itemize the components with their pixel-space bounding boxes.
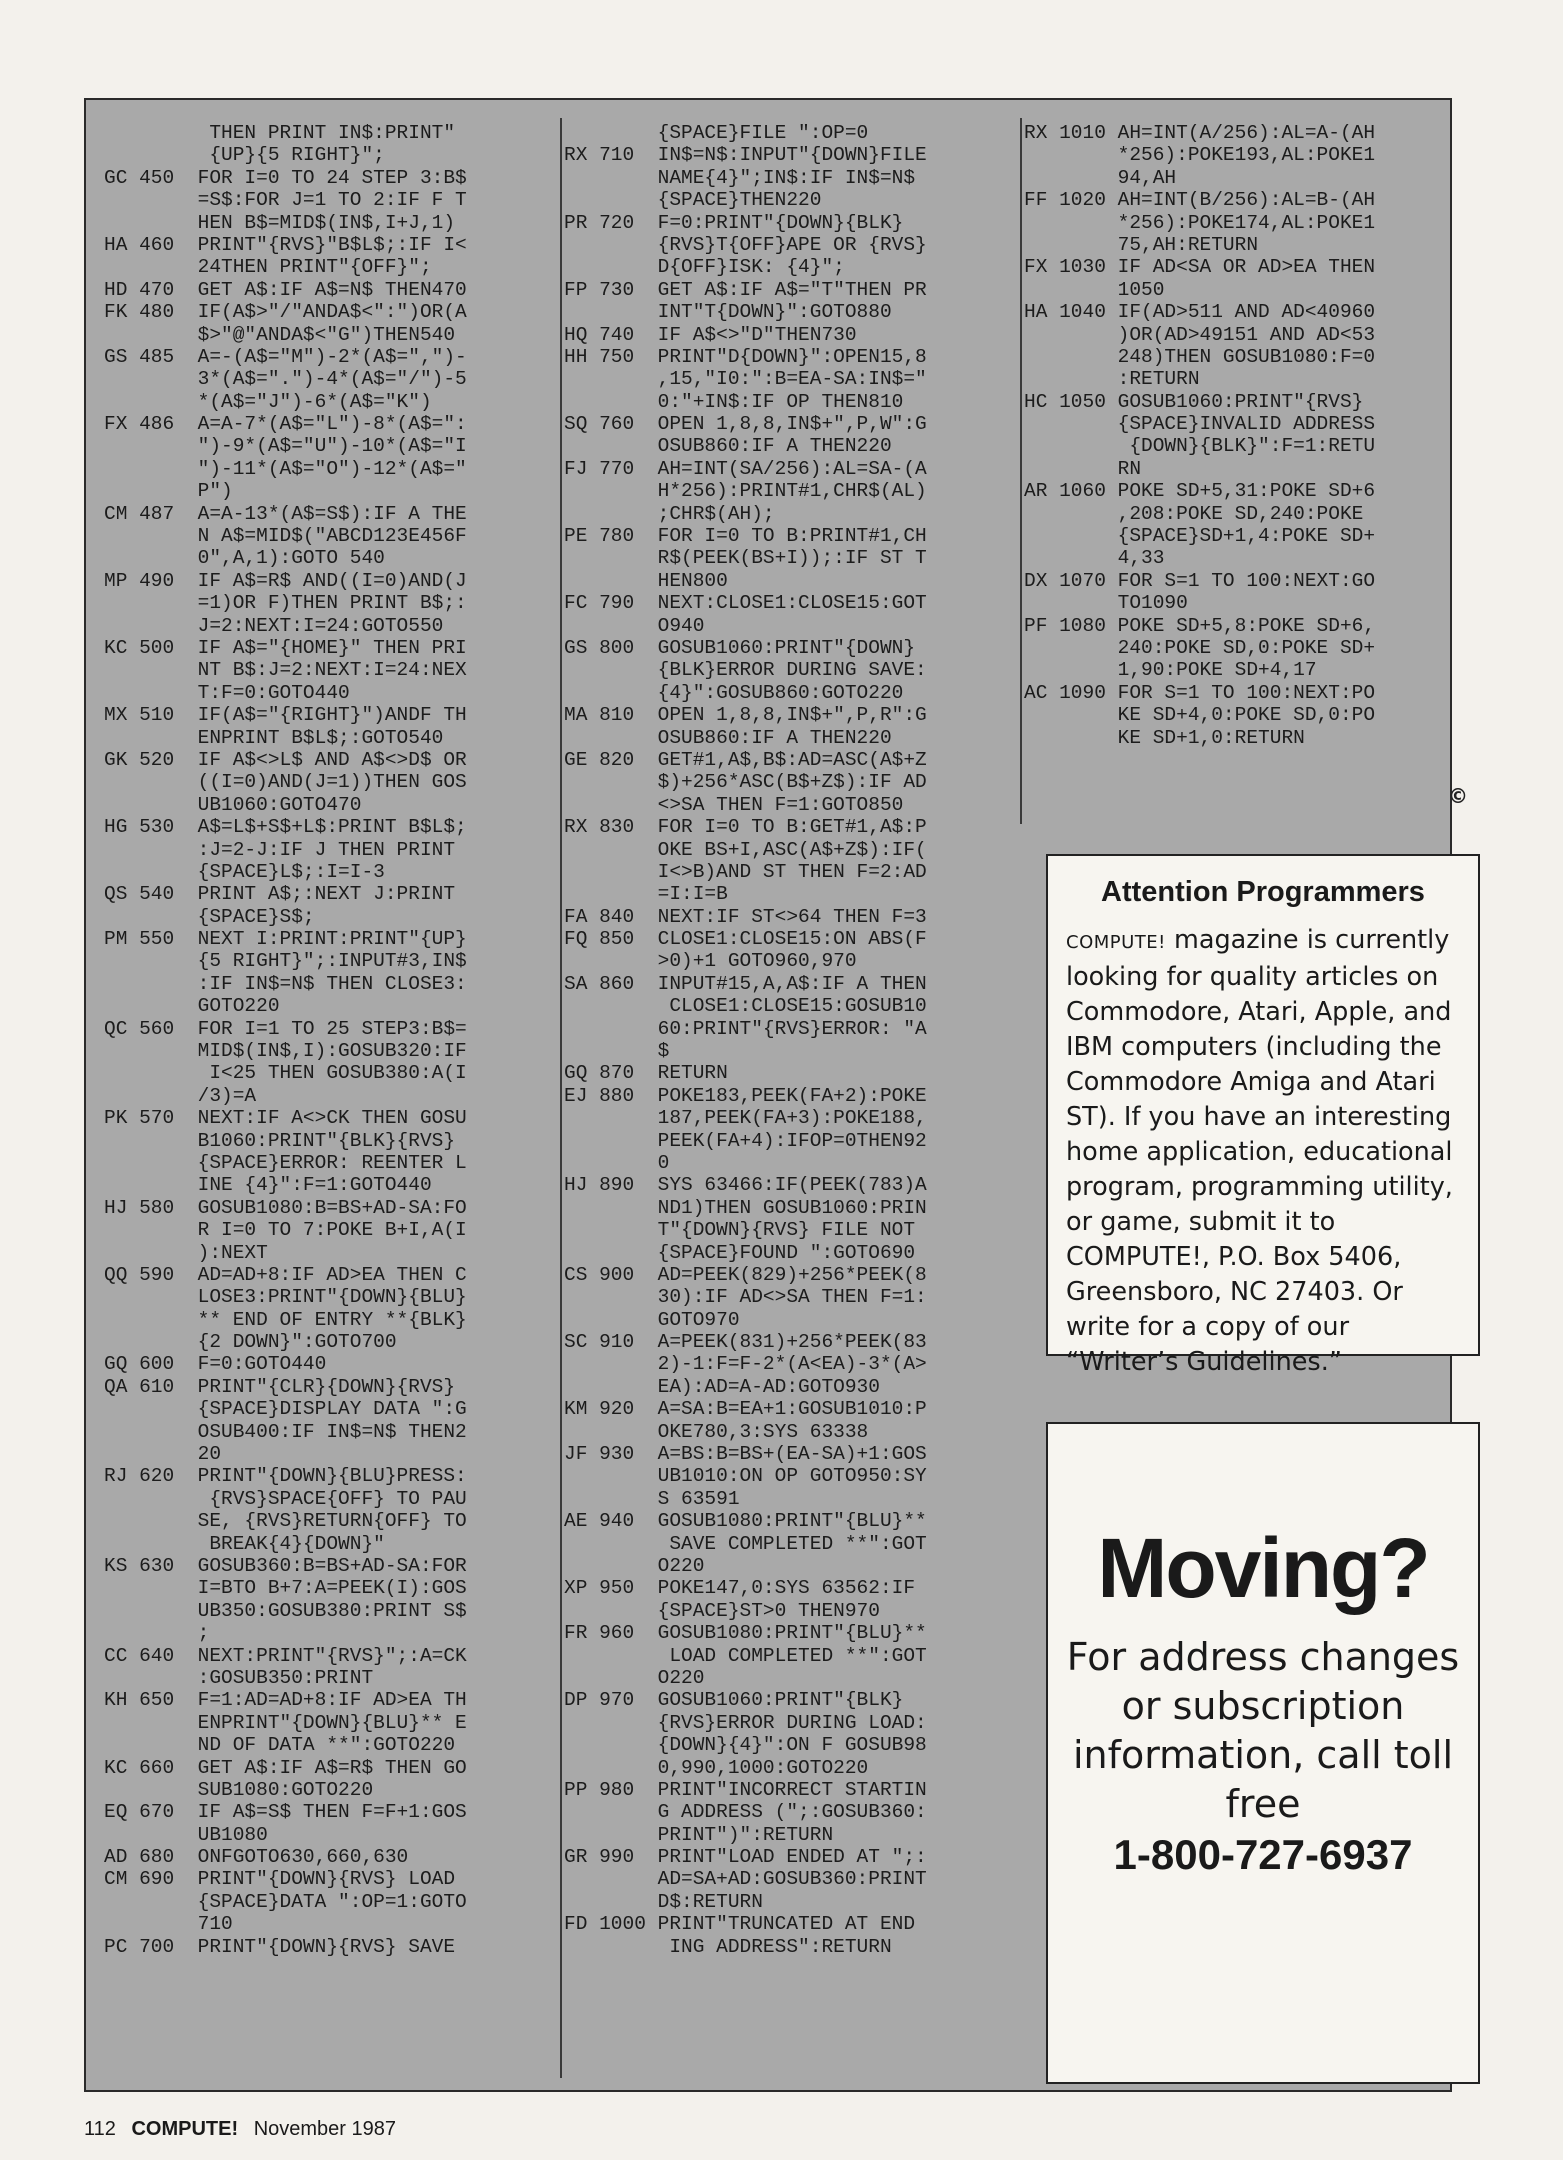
listing-line: :RETURN	[1024, 368, 1200, 391]
page-footer	[84, 2118, 396, 2141]
listing-line: DP 970 GOSUB1060:PRINT"{BLK}	[564, 1689, 904, 1712]
listing-line: R$(PEEK(BS+I));:IF ST T	[564, 547, 927, 570]
listing-line: PC 700 PRINT"{DOWN}{RVS} SAVE	[104, 1935, 456, 1958]
moving-title: Moving?	[1097, 1521, 1429, 1615]
listing-line: OSUB860:IF A THEN220	[564, 435, 892, 458]
listing-line: KE SD+1,0:RETURN	[1024, 726, 1305, 749]
listing-line: ND OF DATA **":GOTO220	[104, 1734, 456, 1757]
listing-line: R I=0 TO 7:POKE B+I,A(I	[104, 1219, 467, 1242]
listing-line: 0,990,1000:GOTO220	[564, 1756, 869, 1779]
listing-line: EQ 670 IF A$=S$ THEN F=F+1:GOS	[104, 1801, 467, 1824]
listing-line: 240:POKE SD,0:POKE SD+	[1024, 636, 1376, 659]
listing-line: /3)=A	[104, 1084, 257, 1107]
listing-line: {DOWN}{4}":ON F GOSUB98	[564, 1734, 927, 1757]
listing-line: RN	[1024, 457, 1142, 480]
listing-line: :GOSUB350:PRINT	[104, 1666, 374, 1689]
listing-line: MID$(IN$,I):GOSUB320:IF	[104, 1040, 467, 1063]
listing-line: CM 690 PRINT"{DOWN}{RVS} LOAD	[104, 1868, 456, 1891]
listing-line: 60:PRINT"{RVS}ERROR: "A	[564, 1017, 927, 1040]
listing-column-3	[1024, 122, 1454, 749]
listing-line: ENPRINT B$L$;:GOTO540	[104, 726, 444, 749]
listing-line: CS 900 AD=PEEK(829)+256*PEEK(8	[564, 1263, 927, 1286]
listing-line: QQ 590 AD=AD+8:IF AD>EA THEN C	[104, 1263, 467, 1286]
attention-programmers-box	[1046, 854, 1480, 1377]
listing-line: {2 DOWN}":GOTO700	[104, 1331, 397, 1354]
listing-line: OKE BS+I,ASC(A$+Z$):IF(	[564, 838, 927, 861]
listing-line: NAME{4}";IN$:IF IN$=N$	[564, 166, 916, 189]
listing-line: MX 510 IF(A$="{RIGHT}")ANDF TH	[104, 704, 467, 727]
footer-magazine: COMPUTE!	[131, 2118, 239, 2140]
listing-line: GR 990 PRINT"LOAD ENDED AT ";:	[564, 1846, 927, 1869]
listing-line: T:F=0:GOTO440	[104, 681, 350, 704]
listing-line: RX 710 IN$=N$:INPUT"{DOWN}FILE	[564, 144, 927, 167]
listing-line: H*256):PRINT#1,CHR$(AL)	[564, 480, 927, 503]
listing-line: ;CHR$(AH);	[564, 502, 775, 525]
listing-line: EA):AD=A-AD:GOTO930	[564, 1375, 880, 1398]
attention-body	[1066, 923, 1460, 1380]
listing-line: HQ 740 IF A$<>"D"THEN730	[564, 323, 857, 346]
listing-line: 1050	[1024, 278, 1165, 301]
listing-line: HA 460 PRINT"{RVS}"B$L$;:IF I<	[104, 233, 467, 256]
listing-line: UB1060:GOTO470	[104, 793, 362, 816]
listing-line: O220	[564, 1666, 705, 1689]
listing-line: GK 520 IF A$<>L$ AND A$<>D$ OR	[104, 748, 467, 771]
listing-line: 2)-1:F=F-2*(A<EA)-3*(A>	[564, 1353, 927, 1376]
listing-line: KH 650 F=1:AD=AD+8:IF AD>EA TH	[104, 1689, 467, 1712]
listing-line: FR 960 GOSUB1080:PRINT"{BLU}**	[564, 1622, 927, 1645]
listing-line: QA 610 PRINT"{CLR}{DOWN}{RVS}	[104, 1375, 456, 1398]
listing-line: $>"@"ANDA$<"G")THEN540	[104, 323, 456, 346]
listing-line: GOTO220	[104, 995, 280, 1018]
listing-line: PP 980 PRINT"INCORRECT STARTIN	[564, 1778, 927, 1801]
listing-line: HH 750 PRINT"D{DOWN}":OPEN15,8	[564, 345, 927, 368]
listing-line: AR 1060 POKE SD+5,31:POKE SD+6	[1024, 480, 1376, 503]
listing-line: DX 1070 FOR S=1 TO 100:NEXT:GO	[1024, 569, 1376, 592]
listing-line: KE SD+4,0:POKE SD,0:PO	[1024, 704, 1376, 727]
listing-line: BREAK{4}{DOWN}"	[104, 1532, 385, 1555]
listing-line: N A$=MID$("ABCD123E456F	[104, 525, 467, 548]
moving-notice-box	[1046, 1422, 1480, 2084]
listing-line: KC 500 IF A$="{HOME}" THEN PRI	[104, 636, 467, 659]
listing-line: D{OFF}ISK: {4}";	[564, 256, 845, 279]
listing-line: PM 550 NEXT I:PRINT:PRINT"{UP}	[104, 928, 467, 951]
listing-line: HC 1050 GOSUB1060:PRINT"{RVS}	[1024, 390, 1364, 413]
listing-line: 0",A,1):GOTO 540	[104, 547, 385, 570]
listing-line: HEN800	[564, 569, 728, 592]
listing-line: RJ 620 PRINT"{DOWN}{BLU}PRESS:	[104, 1465, 467, 1488]
listing-line: {5 RIGHT}";:INPUT#3,IN$	[104, 950, 467, 973]
listing-line: {SPACE}DATA ":OP=1:GOTO	[104, 1890, 467, 1913]
listing-line: I<25 THEN GOSUB380:A(I	[104, 1062, 467, 1085]
listing-line: :IF IN$=N$ THEN CLOSE3:	[104, 972, 467, 995]
listing-line: OSUB400:IF IN$=N$ THEN2	[104, 1420, 467, 1443]
listing-line: ,15,"I0:":B=EA-SA:IN$="	[564, 368, 927, 391]
listing-line: GC 450 FOR I=0 TO 24 STEP 3:B$	[104, 166, 467, 189]
listing-line: KM 920 A=SA:B=EA+1:GOSUB1010:P	[564, 1398, 927, 1421]
listing-line: NT B$:J=2:NEXT:I=24:NEX	[104, 659, 467, 682]
listing-line: *256):POKE193,AL:POKE1	[1024, 144, 1376, 167]
listing-line: CC 640 NEXT:PRINT"{RVS}";:A=CK	[104, 1644, 467, 1667]
listing-line: AE 940 GOSUB1080:PRINT"{BLU}**	[564, 1510, 927, 1533]
listing-line: ((I=0)AND(J=1))THEN GOS	[104, 771, 467, 794]
listing-line: {SPACE}FILE ":OP=0	[564, 122, 869, 144]
listing-line: SAVE COMPLETED **":GOT	[564, 1532, 927, 1555]
listing-line: {SPACE}S$;	[104, 905, 315, 928]
listing-line: CLOSE1:CLOSE15:GOSUB10	[564, 995, 927, 1018]
listing-line: FX 486 A=A-7*(A$="L")-8*(A$=":	[104, 413, 467, 436]
listing-line: OKE780,3:SYS 63338	[564, 1420, 869, 1443]
listing-line: PK 570 NEXT:IF A<>CK THEN GOSU	[104, 1107, 467, 1130]
listing-line: 248)THEN GOSUB1080:F=0	[1024, 345, 1376, 368]
listing-line: 24THEN PRINT"{OFF}";	[104, 256, 432, 279]
listing-line: {BLK}ERROR DURING SAVE:	[564, 659, 927, 682]
listing-line: GOTO970	[564, 1308, 740, 1331]
copyright-icon: ©	[1448, 784, 1468, 808]
listing-line: {4}":GOSUB860:GOTO220	[564, 681, 904, 704]
listing-line: ;	[104, 1622, 210, 1645]
listing-line: =S$:FOR J=1 TO 2:IF F T	[104, 189, 467, 212]
listing-line: UB1080	[104, 1823, 268, 1846]
listing-line: ")-9*(A$="U")-10*(A$="I	[104, 435, 467, 458]
listing-line: EJ 880 POKE183,PEEK(FA+2):POKE	[564, 1084, 927, 1107]
listing-line: 94,AH	[1024, 166, 1177, 189]
listing-column-2	[564, 122, 1074, 1958]
listing-line: 4,33	[1024, 547, 1165, 570]
listing-line: {SPACE}FOUND ":GOTO690	[564, 1241, 916, 1264]
attention-title: Attention Programmers	[1101, 876, 1425, 908]
listing-line: *256):POKE174,AL:POKE1	[1024, 211, 1376, 234]
listing-line: I=BTO B+7:A=PEEK(I):GOS	[104, 1577, 467, 1600]
listing-line: HG 530 A$=L$+S$+L$:PRINT B$L$;	[104, 816, 467, 839]
listing-line: :J=2-J:IF J THEN PRINT	[104, 838, 456, 861]
listing-line: FA 840 NEXT:IF ST<>64 THEN F=3	[564, 905, 927, 928]
listing-line: GE 820 GET#1,A$,B$:AD=ASC(A$+Z	[564, 748, 927, 771]
listing-line: J=2:NEXT:I=24:GOTO550	[104, 614, 444, 637]
listing-line: ENPRINT"{DOWN}{BLU}** E	[104, 1711, 467, 1734]
listing-line: FD 1000 PRINT"TRUNCATED AT END	[564, 1913, 916, 1936]
listing-line: FC 790 NEXT:CLOSE1:CLOSE15:GOT	[564, 592, 927, 615]
listing-line: ):NEXT	[104, 1241, 268, 1264]
listing-line: INE {4}":F=1:GOTO440	[104, 1174, 432, 1197]
listing-line: ")-11*(A$="O")-12*(A$="	[104, 457, 467, 480]
listing-line: UB1010:ON OP GOTO950:SY	[564, 1465, 927, 1488]
listing-line: XP 950 POKE147,0:SYS 63562:IF	[564, 1577, 916, 1600]
listing-line: GS 800 GOSUB1060:PRINT"{DOWN}	[564, 636, 916, 659]
listing-line: {UP}{5 RIGHT}";	[104, 144, 385, 167]
listing-line: 710	[104, 1913, 233, 1936]
listing-line: 187,PEEK(FA+3):POKE188,	[564, 1107, 927, 1130]
listing-line: {RVS}SPACE{OFF} TO PAU	[104, 1487, 467, 1510]
listing-line: {SPACE}ERROR: REENTER L	[104, 1151, 467, 1174]
moving-body: For address changes or subscription information, call toll free	[1066, 1635, 1460, 1826]
listing-line: O940	[564, 614, 705, 637]
listing-line: RX 1010 AH=INT(A/256):AL=A-(AH	[1024, 122, 1376, 144]
listing-line: CM 487 A=A-13*(A$=S$):IF A THE	[104, 502, 467, 525]
listing-line: ** END OF ENTRY **{BLK}	[104, 1308, 467, 1331]
listing-line: FQ 850 CLOSE1:CLOSE15:ON ABS(F	[564, 928, 927, 951]
listing-line: GS 485 A=-(A$="M")-2*(A$=",")-	[104, 345, 467, 368]
listing-line: B1060:PRINT"{BLK}{RVS}	[104, 1129, 456, 1152]
listing-line: $	[564, 1040, 670, 1063]
listing-line: 30):IF AD<>SA THEN F=1:	[564, 1286, 927, 1309]
listing-line: INT"T{DOWN}":GOTO880	[564, 301, 892, 324]
listing-line: GQ 870 RETURN	[564, 1062, 728, 1085]
listing-line: ING ADDRESS":RETURN	[564, 1935, 892, 1958]
listing-line: {SPACE}L$;:I=I-3	[104, 860, 385, 883]
listing-line: QC 560 FOR I=1 TO 25 STEP3:B$=	[104, 1017, 467, 1040]
listing-line: HJ 890 SYS 63466:IF(PEEK(783)A	[564, 1174, 927, 1197]
moving-phone: 1-800-727-6937	[1113, 1831, 1413, 1878]
listing-line: O220	[564, 1555, 705, 1577]
listing-line: P")	[104, 480, 233, 503]
listing-line: GQ 600 F=0:GOTO440	[104, 1353, 327, 1376]
listing-line: UB350:GOSUB380:PRINT S$	[104, 1599, 467, 1622]
listing-line: $)+256*ASC(B$+Z$):IF AD	[564, 771, 927, 794]
listing-line: PR 720 F=0:PRINT"{DOWN}{BLK}	[564, 211, 904, 234]
listing-line: I<>B)AND ST THEN F=2:AD	[564, 860, 927, 883]
listing-line: SQ 760 OPEN 1,8,8,IN$+",P,W":G	[564, 413, 927, 436]
listing-line: LOAD COMPLETED **":GOT	[564, 1644, 927, 1667]
attention-brand: COMPUTE!	[1066, 932, 1166, 953]
listing-line: AC 1090 FOR S=1 TO 100:NEXT:PO	[1024, 681, 1376, 704]
listing-line: {SPACE}INVALID ADDRESS	[1024, 413, 1376, 436]
listing-line: 75,AH:RETURN	[1024, 233, 1259, 256]
listing-line: FP 730 GET A$:IF A$="T"THEN PR	[564, 278, 927, 301]
listing-line: {SPACE}ST>0 THEN970	[564, 1599, 880, 1622]
listing-line: ND1)THEN GOSUB1060:PRIN	[564, 1196, 927, 1219]
listing-line: SE, {RVS}RETURN{OFF} TO	[104, 1510, 467, 1533]
listing-line: T"{DOWN}{RVS} FILE NOT	[564, 1219, 916, 1242]
listing-line: 3*(A$=".")-4*(A$="/")-5	[104, 368, 467, 391]
listing-line: S 63591	[564, 1487, 740, 1510]
footer-issue: November 1987	[253, 2118, 396, 2140]
listing-line: AD 680 ONFGOTO630,660,630	[104, 1846, 409, 1869]
listing-line: ,208:POKE SD,240:POKE	[1024, 502, 1364, 525]
listing-line: AD=SA+AD:GOSUB360:PRINT	[564, 1868, 927, 1891]
listing-line: LOSE3:PRINT"{DOWN}{BLU}	[104, 1286, 467, 1309]
listing-line: JF 930 A=BS:B=BS+(EA-SA)+1:GOS	[564, 1443, 927, 1466]
listing-line: PE 780 FOR I=0 TO B:PRINT#1,CH	[564, 525, 927, 548]
listing-line: >0)+1 GOTO960,970	[564, 950, 857, 973]
listing-line: SUB1080:GOTO220	[104, 1778, 374, 1801]
attention-text: magazine is currently looking for quality articles on Commodore, Atari, Apple, and IBM computers (including the Commodore Amiga and Atari ST). If you have an interesting home application, educational program, programming utility, or game, submit it to COMPUTE!, P.O. Box 5406, Greensboro, NC 27403. Or write for a copy of our “Writer’s Guidelines.”	[1066, 925, 1453, 1377]
listing-line: SC 910 A=PEEK(831)+256*PEEK(83	[564, 1331, 927, 1354]
listing-line: {DOWN}{BLK}":F=1:RETU	[1024, 435, 1376, 458]
listing-line: HJ 580 GOSUB1080:B=BS+AD-SA:FO	[104, 1196, 467, 1219]
listing-line: OSUB860:IF A THEN220	[564, 726, 892, 749]
listing-line: FF 1020 AH=INT(B/256):AL=B-(AH	[1024, 189, 1376, 212]
listing-line: D$:RETURN	[564, 1890, 763, 1913]
listing-line: PEEK(FA+4):IFOP=0THEN92	[564, 1129, 927, 1152]
listing-column-1	[104, 122, 624, 1958]
listing-line: *(A$="J")-6*(A$="K")	[104, 390, 432, 413]
listing-line: 0	[564, 1151, 670, 1174]
listing-line: HA 1040 IF(AD>511 AND AD<40960	[1024, 301, 1376, 324]
listing-line: )OR(AD>49151 AND AD<53	[1024, 323, 1376, 346]
listing-line: {SPACE}SD+1,4:POKE SD+	[1024, 525, 1376, 548]
listing-line: PF 1080 POKE SD+5,8:POKE SD+6,	[1024, 614, 1376, 637]
listing-line: FK 480 IF(A$>"/"ANDA$<":")OR(A	[104, 301, 467, 324]
page-number: 112	[84, 2118, 116, 2140]
listing-line: HD 470 GET A$:IF A$=N$ THEN470	[104, 278, 467, 301]
listing-line: QS 540 PRINT A$;:NEXT J:PRINT	[104, 883, 456, 906]
listing-line: FJ 770 AH=INT(SA/256):AL=SA-(A	[564, 457, 927, 480]
listing-line: FX 1030 IF AD<SA OR AD>EA THEN	[1024, 256, 1376, 279]
listing-line: 1,90:POKE SD+4,17	[1024, 659, 1317, 682]
listing-line: KC 660 GET A$:IF A$=R$ THEN GO	[104, 1756, 467, 1779]
listing-line: <>SA THEN F=1:GOTO850	[564, 793, 904, 816]
listing-line: 0:"+IN$:IF OP THEN810	[564, 390, 904, 413]
listing-line: MP 490 IF A$=R$ AND((I=0)AND(J	[104, 569, 467, 592]
listing-line: {SPACE}THEN220	[564, 189, 822, 212]
listing-line: HEN B$=MID$(IN$,I+J,1)	[104, 211, 456, 234]
listing-line: RX 830 FOR I=0 TO B:GET#1,A$:P	[564, 816, 927, 839]
listing-line: THEN PRINT IN$:PRINT"	[104, 122, 456, 144]
listing-line: {RVS}ERROR DURING LOAD:	[564, 1711, 927, 1734]
listing-line: MA 810 OPEN 1,8,8,IN$+",P,R":G	[564, 704, 927, 727]
listing-line: =I:I=B	[564, 883, 728, 906]
listing-line: SA 860 INPUT#15,A,A$:IF A THEN	[564, 972, 927, 995]
listing-line: TO1090	[1024, 592, 1188, 615]
listing-line: KS 630 GOSUB360:B=BS+AD-SA:FOR	[104, 1555, 467, 1577]
listing-line: PRINT")":RETURN	[564, 1823, 834, 1846]
listing-line: {RVS}T{OFF}APE OR {RVS}	[564, 233, 927, 256]
listing-line: {SPACE}DISPLAY DATA ":G	[104, 1398, 467, 1421]
listing-line: G ADDRESS (";:GOSUB360:	[564, 1801, 927, 1824]
listing-line: =1)OR F)THEN PRINT B$;:	[104, 592, 467, 615]
listing-line: 20	[104, 1443, 222, 1466]
